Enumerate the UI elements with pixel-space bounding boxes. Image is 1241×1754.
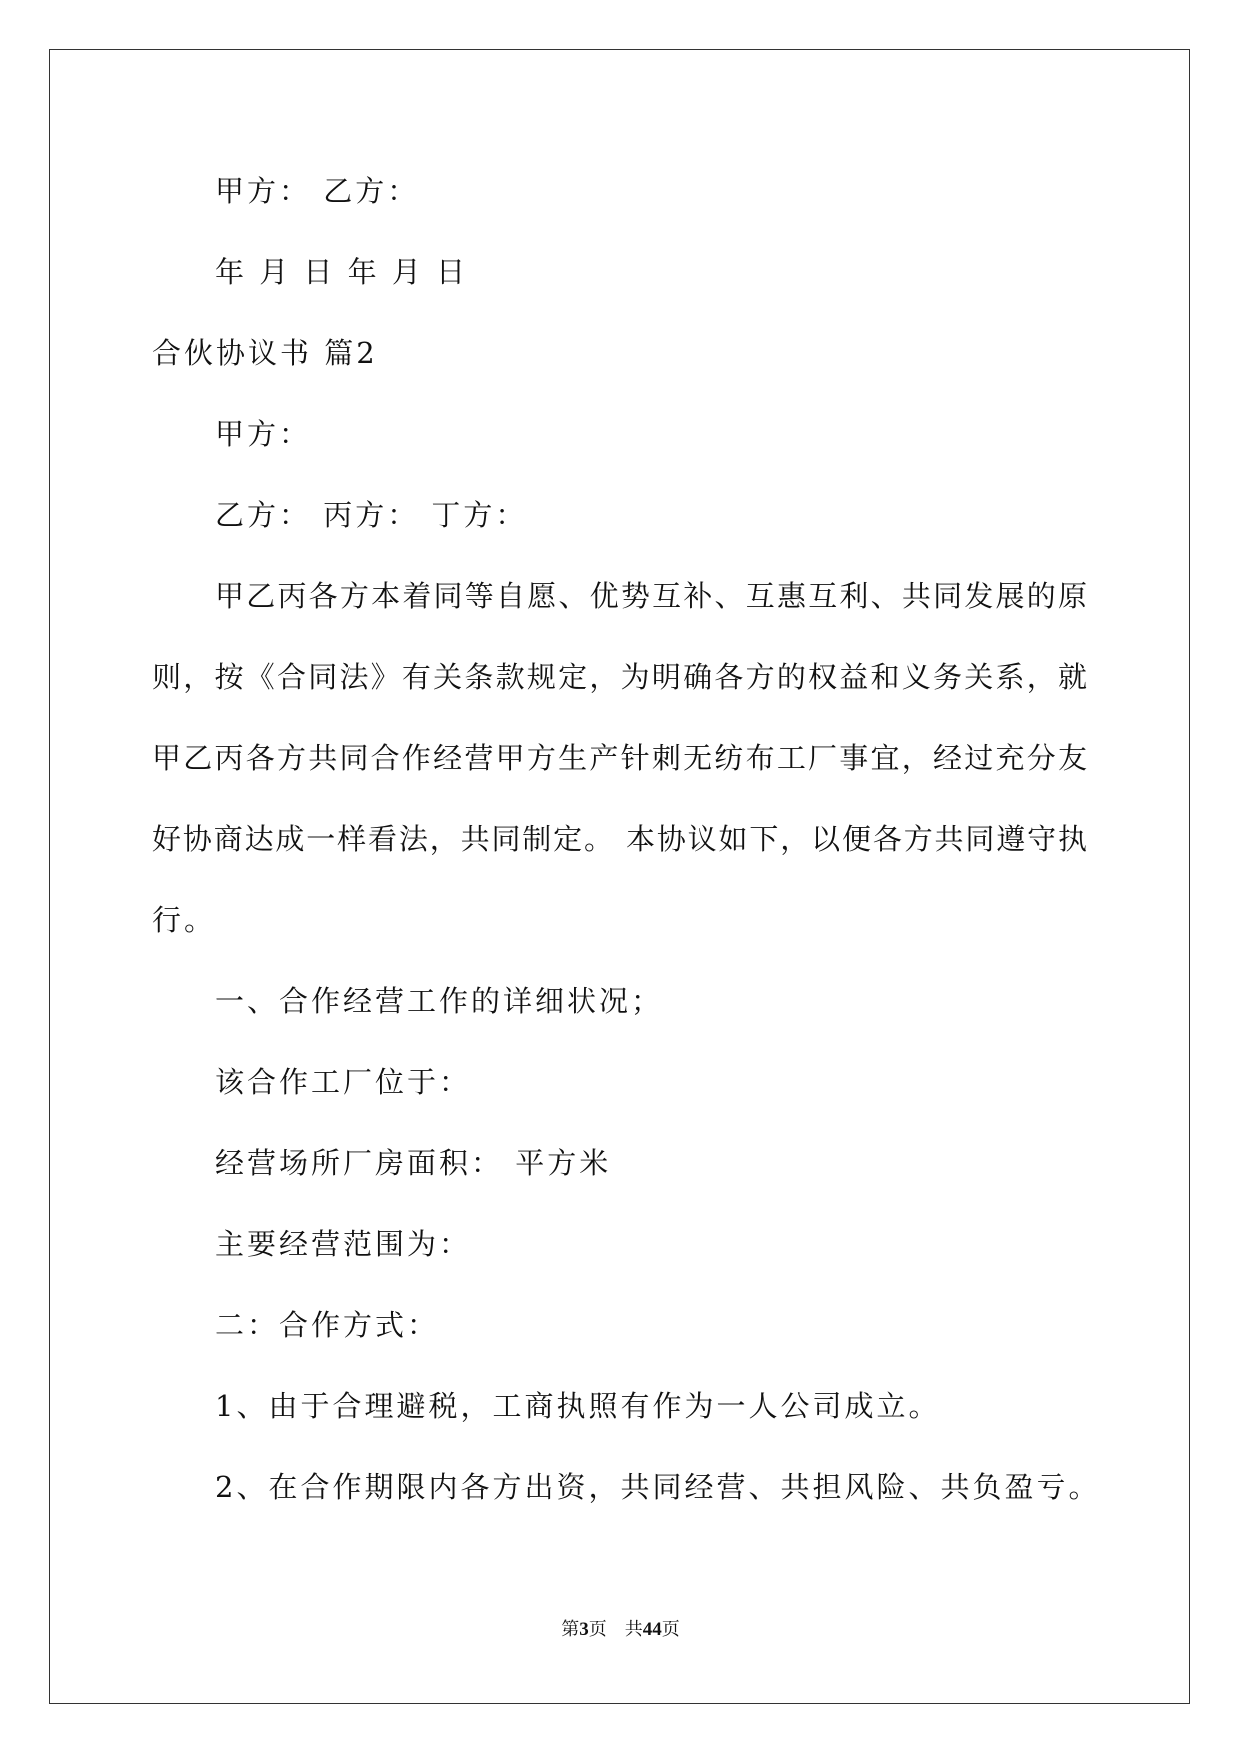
total-prefix: 共 bbox=[624, 1619, 643, 1640]
page-footer bbox=[0, 1620, 1241, 1639]
preamble-line-5: 行。 bbox=[152, 903, 217, 937]
page-border bbox=[49, 49, 1190, 1704]
clause-2-item-2: 2、在合作期限内各方出资，共同经营、共担风险、共负盈亏。 bbox=[215, 1470, 1101, 1504]
factory-location-line: 该合作工厂位于： bbox=[215, 1065, 472, 1099]
total-pages: 44 bbox=[642, 1619, 662, 1640]
preamble-line-2: 则，按《合同法》有关条款规定，为明确各方的权益和义务关系，就 bbox=[152, 660, 1087, 694]
clause-2-item-1: 1、由于合理避税，工商执照有作为一人公司成立。 bbox=[215, 1389, 941, 1423]
preamble-line-3: 甲乙丙各方共同合作经营甲方生产针刺无纺布工厂事宜，经过充分友 bbox=[152, 741, 1087, 775]
page-suffix: 页 bbox=[588, 1619, 607, 1640]
clause-2-heading: 二：合作方式： bbox=[215, 1308, 440, 1342]
page-prefix: 第 bbox=[561, 1619, 580, 1640]
clause-1-heading: 一、合作经营工作的详细状况； bbox=[215, 984, 664, 1018]
business-scope-line: 主要经营范围为： bbox=[215, 1227, 472, 1261]
party-bcd-line: 乙方： 丙方： 丁方： bbox=[215, 498, 528, 532]
signature-date-line: 年 月 日 年 月 日 bbox=[215, 255, 469, 289]
party-a-b-signature-line: 甲方： 乙方： bbox=[215, 174, 420, 208]
preamble-line-4: 好协商达成一样看法，共同制定。 本协议如下，以便各方共同遵守执 bbox=[152, 822, 1087, 856]
page-number: 3 bbox=[579, 1619, 589, 1640]
section-heading: 合伙协议书 篇2 bbox=[152, 336, 378, 370]
total-suffix: 页 bbox=[661, 1619, 680, 1640]
preamble-line-1: 甲乙丙各方本着同等自愿、优势互补、互惠互利、共同发展的原 bbox=[215, 579, 1087, 613]
factory-area-line: 经营场所厂房面积： 平方米 bbox=[215, 1146, 612, 1180]
party-a-line: 甲方： bbox=[215, 417, 312, 451]
